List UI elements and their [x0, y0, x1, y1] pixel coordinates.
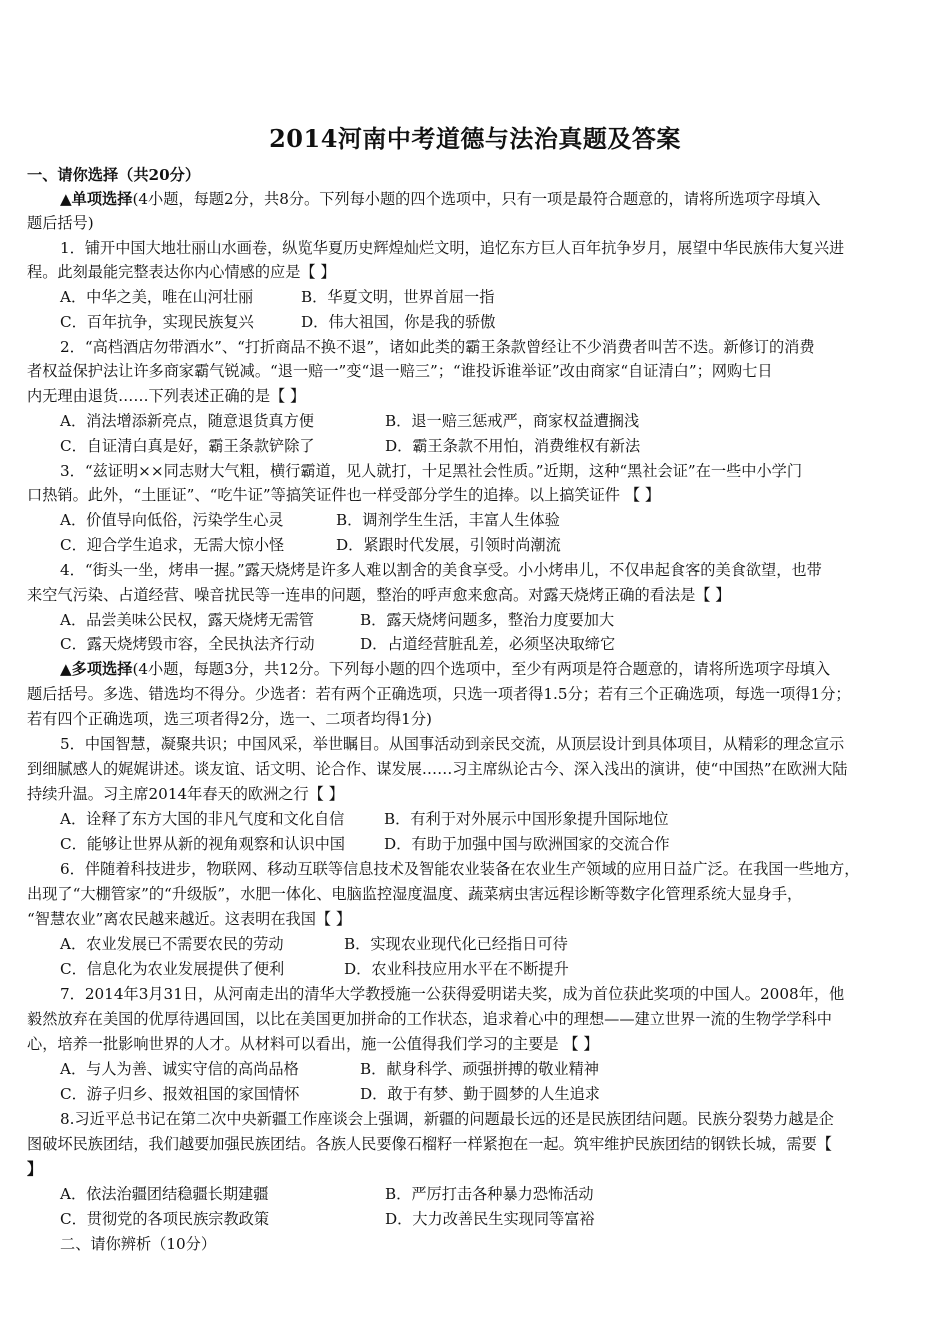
q4-stem-2: 来空气污染、占道经营、噪音扰民等一连串的问题，整治的呼声愈来愈高。对露天烧烤正确的看法是【 】 [27, 586, 731, 604]
q4-options-row-2 [60, 634, 616, 654]
q5-options-row-1 [60, 809, 669, 829]
q6-stem-3: “智慧农业”离农民越来越近。这表明在我国【 】 [27, 910, 352, 928]
section-1-heading: 一、请你选择（共20分） [27, 166, 201, 184]
q3-stem-1: 3．“兹证明××同志财大气粗，横行霸道，见人就打，十足黑社会性质。”近期，这种“黑社会证”在一些中小学门 [60, 462, 803, 480]
q7-options-row-2 [60, 1084, 600, 1104]
q5-stem-3: 持续升温。习主席2014年春天的欧洲之行【 】 [27, 785, 344, 803]
q2-option-c: C．自证清白真是好，霸王条款铲除了 [60, 437, 315, 455]
q7-stem-1: 7．2014年3月31日，从河南走出的清华大学教授施一公获得爱明诺夫奖，成为首位获此奖项的中国人。2008年，他 [60, 985, 845, 1003]
multi-choice-instr-b: 题后括号。多选、错选均不得分。少选者：若有两个正确选项，只选一项者得1.5分；若有三个正确选项，每选一项得1分； [27, 685, 851, 703]
single-choice-instr-a: (4小题，每题2分，共8分。下列每小题的四个选项中，只有一项是最符合题意的，请将所选项字母填入 [132, 190, 821, 208]
q3-options-row-1 [60, 510, 560, 530]
q7-option-b: B．献身科学、顽强拼搏的敬业精神 [360, 1060, 599, 1078]
multi-choice-label: ▲多项选择 [60, 660, 133, 678]
q1-stem-1: 1．铺开中国大地壮丽山水画卷，纵览华夏历史辉煌灿烂文明，追忆东方巨人百年抗争岁月，展望中华民族伟大复兴进 [60, 239, 845, 257]
q6-options-row-1 [60, 934, 568, 954]
q3-option-a: A．价值导向低俗，污染学生心灵 [60, 511, 284, 529]
q6-option-d: D．农业科技应用水平在不断提升 [344, 960, 569, 978]
q2-options-row-1 [60, 411, 640, 431]
q3-option-b: B．调剂学生生活，丰富人生体验 [336, 511, 560, 529]
q5-options-row-2 [60, 834, 670, 854]
q5-option-d: D．有助于加强中国与欧洲国家的交流合作 [384, 835, 670, 853]
q4-option-c: C．露天烧烤毁市容，全民执法齐行动 [60, 635, 315, 653]
q4-stem-1: 4．“街头一坐，烤串一握。”露天烧烤是许多人难以割舍的美食享受。小小烤串儿，不仅串起食客的美食欲望，也带 [60, 561, 822, 579]
q2-option-b: B．退一赔三惩戒严，商家权益遭搁浅 [385, 412, 640, 430]
q6-stem-2: 出现了“大棚管家”的“升级版”，水肥一体化、电脑监控湿度温度、蔬菜病虫害远程诊断等数字化管理系统大显身手， [27, 885, 803, 903]
page-title: 2014河南中考道德与法治真题及答案 [269, 124, 681, 153]
q4-option-d: D．占道经营脏乱差，必须坚决取缔它 [360, 635, 616, 653]
section-2-heading: 二、请你辨析（10分） [60, 1235, 217, 1253]
q6-options-row-2 [60, 959, 569, 979]
multi-choice-instructions [60, 659, 830, 679]
q6-stem-1: 6．伴随着科技进步，物联网、移动互联等信息技术及智能农业装备在农业生产领域的应用日益广泛。在我国一些地方， [60, 860, 860, 878]
q3-stem-2: 口热销。此外，“土匪证”、“吃牛证”等搞笑证件也一样受部分学生的追捧。以上搞笑证件 【 】 [27, 486, 661, 504]
single-choice-label: ▲单项选择 [60, 190, 133, 208]
single-choice-instructions [60, 189, 820, 209]
q5-option-c: C．能够让世界从新的视角观察和认识中国 [60, 835, 345, 853]
q5-stem-2: 到细腻感人的娓娓讲述。谈友谊、话文明、论合作、谋发展……习主席纵论古今、深入浅出的演讲，使“中国热”在欧洲大陆 [27, 760, 848, 778]
q2-options-row-2 [60, 436, 641, 456]
multi-choice-instr-a: (4小题，每题3分，共12分。下列每小题的四个选项中，至少有两项是符合题意的，请将所选项字母填入 [132, 660, 831, 678]
q8-option-b: B．严厉打击各种暴力恐怖活动 [385, 1185, 594, 1203]
q7-options-row-1 [60, 1059, 599, 1079]
q4-option-b: B．露天烧烤问题多，整治力度要加大 [360, 611, 615, 629]
multi-choice-instr-c: 若有四个正确选项，选三项者得2分，选一、二项者均得1分) [27, 710, 432, 728]
q7-stem-2: 毅然放弃在美国的优厚待遇回国，以比在美国更加拼命的工作状态，追求着心中的理想——建立世界一流的生物学学科中 [27, 1010, 832, 1028]
q1-option-d: D．伟大祖国，你是我的骄傲 [301, 313, 496, 331]
q7-stem-3: 心，培养一批影响世界的人才。从材料可以看出，施一公值得我们学习的主要是 【 】 [27, 1035, 599, 1053]
q5-option-a: A．诠释了东方大国的非凡气度和文化自信 [60, 810, 345, 828]
q7-option-c: C．游子归乡、报效祖国的家国情怀 [60, 1085, 300, 1103]
q3-options-row-2 [60, 535, 561, 555]
q7-option-d: D．敢于有梦、勤于圆梦的人生追求 [360, 1085, 600, 1103]
q2-option-d: D．霸王条款不用怕，消费维权有新法 [385, 437, 641, 455]
q4-option-a: A．品尝美味公民权，露天烧烤无需管 [60, 611, 314, 629]
q8-stem-2: 图破坏民族团结，我们越要加强民族团结。各族人民要像石榴籽一样紧抱在一起。筑牢维护民族团结的钢铁长城，需要【 [27, 1135, 832, 1153]
q3-option-c: C．迎合学生追求，无需大惊小怪 [60, 536, 285, 554]
q8-stem-3: 】 [27, 1160, 43, 1178]
q4-options-row-1 [60, 610, 615, 630]
single-choice-instr-b: 题后括号) [27, 214, 94, 232]
q1-options-row-1 [60, 287, 495, 307]
q5-stem-1: 5．中国智慧，凝聚共识；中国风采，举世瞩目。从国事活动到亲民交流，从顶层设计到具体项目，从精彩的理念宣示 [60, 735, 845, 753]
q6-option-b: B．实现农业现代化已经指日可待 [344, 935, 568, 953]
q3-option-d: D．紧跟时代发展，引领时尚潮流 [336, 536, 561, 554]
q2-stem-1: 2．“高档酒店勿带酒水”、“打折商品不换不退”，诸如此类的霸王条款曾经让不少消费者叫苦不迭。新修订的消费 [60, 338, 815, 356]
q1-stem-2: 程。此刻最能完整表达你内心情感的应是【 】 [27, 263, 336, 281]
q1-option-c: C．百年抗争，实现民族复兴 [60, 313, 254, 331]
q8-option-a: A．依法治疆团结稳疆长期建疆 [60, 1185, 269, 1203]
q1-option-b: B．华夏文明，世界首屈一指 [301, 288, 495, 306]
q6-option-a: A．农业发展已不需要农民的劳动 [60, 935, 284, 953]
q8-options-row-2 [60, 1209, 595, 1229]
q2-option-a: A．消法增添新亮点，随意退货真方便 [60, 412, 314, 430]
q8-stem-1: 8.习近平总书记在第二次中央新疆工作座谈会上强调，新疆的问题最长远的还是民族团结问题。民族分裂势力越是企 [60, 1110, 834, 1128]
q8-option-d: D．大力改善民生实现同等富裕 [385, 1210, 595, 1228]
q7-option-a: A．与人为善、诚实守信的高尚品格 [60, 1060, 299, 1078]
q8-option-c: C．贯彻党的各项民族宗教政策 [60, 1210, 270, 1228]
q1-option-a: A．中华之美，唯在山河壮丽 [60, 288, 254, 306]
q1-options-row-2 [60, 312, 496, 332]
q8-options-row-1 [60, 1184, 594, 1204]
q2-stem-3: 内无理由退货……下列表述正确的是【 】 [27, 387, 306, 405]
q5-option-b: B．有利于对外展示中国形象提升国际地位 [384, 810, 669, 828]
q2-stem-2: 者权益保护法让许多商家霸气锐减。“退一赔一”变“退一赔三”；“谁投诉谁举证”改由商家“自证清白”；网购七日 [27, 362, 773, 380]
q6-option-c: C．信息化为农业发展提供了便利 [60, 960, 285, 978]
